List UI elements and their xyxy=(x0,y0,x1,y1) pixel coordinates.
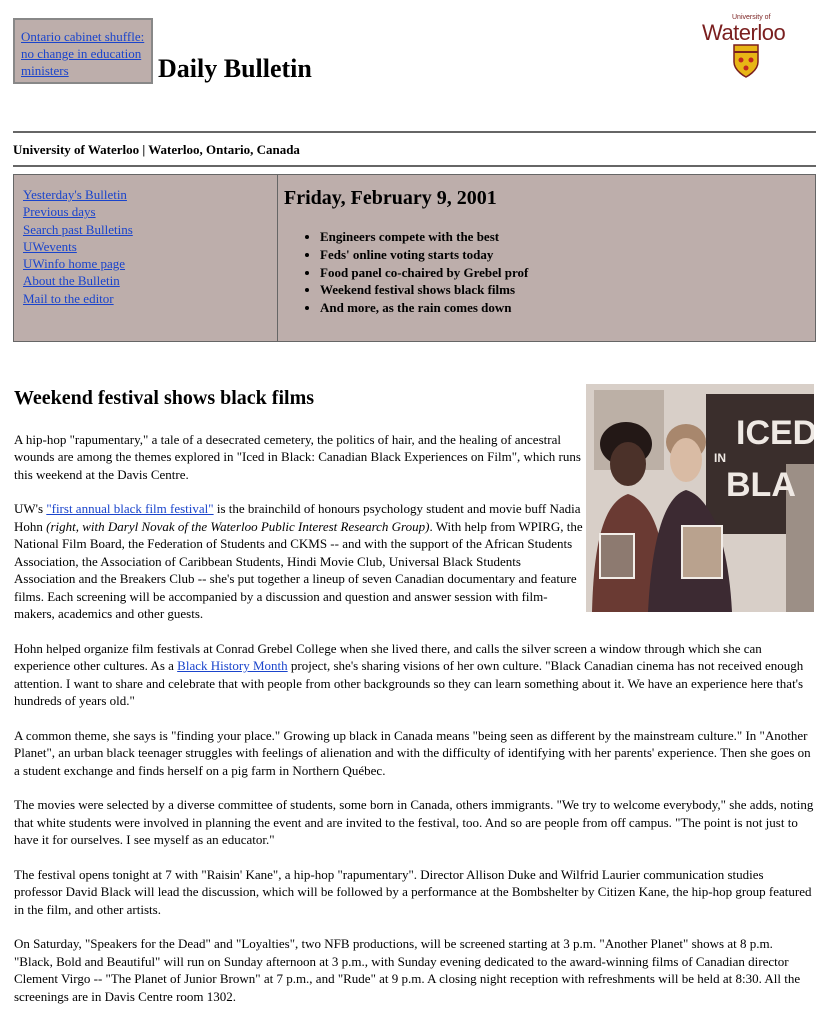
headline-item: • Feds' online voting starts today xyxy=(320,246,528,264)
headline-item: • Weekend festival shows black films xyxy=(320,281,528,299)
logo-small-text: University of xyxy=(732,14,771,21)
issue-date: Friday, February 9, 2001 xyxy=(284,187,497,209)
article-paragraph: On Saturday, "Speakers for the Dead" and "Loyalties", two NFB productions, will be screened starting at 3 p.m. "Another Planet" shows at 8 p.m. "Black, Bold and Beautiful" will run on Sunday afternoon at 3 p.m., with Sunday evening dedicated to the award-winning films of Canadian director Clement Virgo -- "The Planet of Junior Brown" at 7 p.m., and "Rude" at 9 p.m. A closing night reception with refreshments will be held at 8:30. All the screenings are in Davis Centre room 1302. xyxy=(14,936,801,1004)
headline-list xyxy=(284,228,528,317)
article xyxy=(14,387,814,1022)
nav-link-previous-days[interactable]: Previous days xyxy=(23,204,96,220)
article-text: UW's xyxy=(14,501,47,516)
nav-link-search[interactable]: Search past Bulletins xyxy=(23,221,133,237)
nav-link-yesterday[interactable]: Yesterday's Bulletin xyxy=(23,187,127,202)
top-story-link[interactable]: Ontario cabinet shuffle: no change in education ministers xyxy=(21,29,145,78)
photo-caption: (right, with Daryl Novak of the Waterloo Public Interest Research Group) xyxy=(46,518,430,534)
top-rule xyxy=(13,131,816,133)
article-text: is the brainchild of honours psychology student and movie buff Nadia Hohn xyxy=(14,501,581,534)
article-paragraph xyxy=(14,640,814,710)
article-paragraph xyxy=(14,500,584,623)
logo-large-text: Waterloo xyxy=(702,20,786,45)
page-title: Daily Bulletin xyxy=(158,54,312,83)
article-paragraph: The movies were selected by a diverse committee of students, some born in Canada, others immigrants. "We try to welcome everybody," she adds, noting that white students were involved in planning the event and are invited to the festival, too. And so are people from off campus. "The point is not just to have it for ourselves. I see myself as an educator." xyxy=(14,797,814,847)
headline-item: • Engineers compete with the best xyxy=(320,228,528,246)
article-text: project, she's sharing visions of her own culture. "Black Canadian cinema has not received enough attention. I want to share and celebrate that with people from other backgrounds so they can learn something about it. We have an experience here that's hundreds of years old." xyxy=(14,658,804,708)
photo-sign-text-2: IN xyxy=(714,451,726,465)
article-paragraph: A hip-hop "rapumentary," a tale of a desecrated cemetery, the politics of hair, and the healing of ancestral wounds are among the themes explored in "Iced in Black: Canadian Black Experiences on Film", which runs this weekend at the Davis Centre. xyxy=(14,431,581,482)
nav-links xyxy=(14,175,278,341)
black-history-month-link[interactable]: Black History Month xyxy=(177,658,288,673)
nav-link-about[interactable]: About the Bulletin xyxy=(23,273,120,289)
headline-item: • Food panel co-chaired by Grebel prof xyxy=(320,264,528,282)
photo-sign-text-3: BLA xyxy=(726,466,796,504)
festival-link[interactable]: "first annual black film festival" xyxy=(46,501,214,516)
nav-link-uwinfo[interactable]: UWinfo home page xyxy=(23,256,126,272)
article-heading: Weekend festival shows black films xyxy=(14,387,315,409)
headline-item: • And more, as the rain comes down xyxy=(320,299,528,317)
issue-summary xyxy=(284,175,528,317)
second-rule xyxy=(13,165,816,167)
shield-icon xyxy=(733,44,759,78)
nav-link-mail-editor[interactable]: Mail to the editor xyxy=(23,290,114,306)
nav-panel xyxy=(13,174,816,342)
uw-location-line: University of Waterloo | Waterloo, Ontario, Canada xyxy=(13,142,300,157)
nav-link-uwevents[interactable]: UWevents xyxy=(23,238,77,254)
top-story-box xyxy=(13,18,153,84)
article-paragraph: The festival opens tonight at 7 with "Raisin' Kane", a hip-hop "rapumentary". Director Allison Duke and Wilfrid Laurier communication studies professor David Black will lead the discussion, which will be followed by a performance at the Bombshelter by Citizen Kane, the hip-hop group featured in the film, and other artists. xyxy=(14,866,812,917)
uw-logo[interactable] xyxy=(700,14,800,84)
article-paragraph: A common theme, she says is "finding your place." Growing up black in Canada means "being seen as different by the mainstream culture." In "Another Planet", an urban black teenager struggles with feelings of alienation and with the difficulty of identifying with her parents' experience. Then she goes on a student exchange and finds herself on a pig farm in Northern Québec. xyxy=(14,727,811,778)
photo-sign-text: ICED xyxy=(736,414,814,452)
article-text: Hohn helped organize film festivals at Conrad Grebel College when she lived there, and calls the silver screen a window through which she can experience other cultures. As a xyxy=(14,640,762,673)
article-text: . With help from WPIRG, the National Film Board, the Federation of Students and CKMS -- and with the support of the African Students Association, the Association of Caribbean Students, Hindi Movie Club, Universal Black Students Association and the Breakers Club -- she's put together a lineup of seven Canadian documentary and feature films. Each screening will be accompanied by a discussion and question and answer session with film-makers, academics and other guests. xyxy=(14,518,583,621)
